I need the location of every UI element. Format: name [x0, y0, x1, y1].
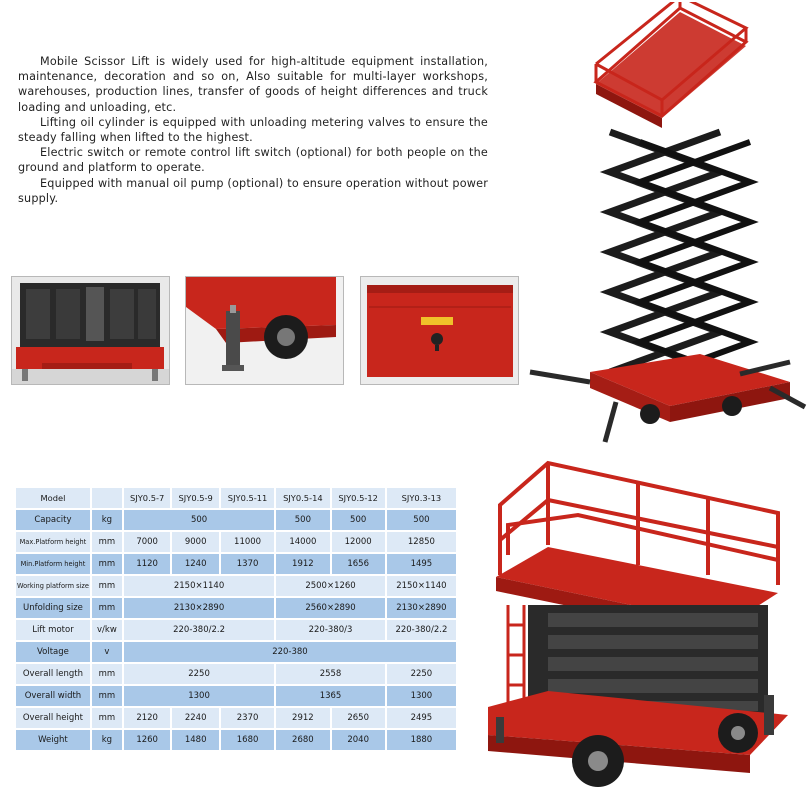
description-paragraph-3: Electric switch or remote control lift switch (optional) for both people on the ground and platform to operate.: [18, 146, 488, 175]
unit-cell: kg: [92, 730, 122, 750]
value-cell: 7000: [124, 532, 171, 552]
table-row-working-size: [16, 576, 456, 596]
value-cell: 2495: [387, 708, 456, 728]
table-row-overall-width: [16, 686, 456, 706]
value-cell: 2120: [124, 708, 171, 728]
value-cell: 1260: [124, 730, 171, 750]
value-cell: 1912: [276, 554, 329, 574]
table-row-max-height: [16, 532, 456, 552]
table-row-lift-motor: [16, 620, 456, 640]
value-cell: 500: [332, 510, 385, 530]
tall-scissor-lift-image: [520, 2, 810, 452]
value-cell: 1680: [221, 730, 274, 750]
value-cell: 1300: [124, 686, 274, 706]
detail-photo-pump-unit: [11, 276, 170, 385]
table-row-overall-height: [16, 708, 456, 728]
value-cell: 9000: [172, 532, 219, 552]
value-cell: 2680: [276, 730, 329, 750]
model-cell: SJY0.5-12: [332, 488, 385, 508]
row-label: Max.Platform height: [16, 532, 90, 552]
table-row-unfolding-size: [16, 598, 456, 618]
value-cell: 220-380: [124, 642, 456, 662]
value-cell: 14000: [276, 532, 329, 552]
unit-cell: v/kw: [92, 620, 122, 640]
value-cell: 1495: [387, 554, 456, 574]
value-cell: 2240: [172, 708, 219, 728]
value-cell: 1120: [124, 554, 171, 574]
value-cell: 2500×1260: [276, 576, 385, 596]
detail-photo-wheel-outrigger: [185, 276, 344, 385]
specification-table: [14, 486, 458, 752]
value-cell: 2250: [124, 664, 274, 684]
value-cell: 1370: [221, 554, 274, 574]
value-cell: 1880: [387, 730, 456, 750]
unit-cell: kg: [92, 510, 122, 530]
value-cell: 2040: [332, 730, 385, 750]
description-paragraph-2: Lifting oil cylinder is equipped with unloading metering valves to ensure the steady falling when lifted to the highest.: [18, 115, 488, 145]
row-label: Working platform size: [16, 576, 90, 596]
row-label: Overall width: [16, 686, 90, 706]
value-cell: 2558: [276, 664, 385, 684]
unit-cell: [92, 488, 122, 508]
value-cell: 2130×2890: [124, 598, 274, 618]
row-label: Model: [16, 488, 90, 508]
unit-cell: mm: [92, 576, 122, 596]
unit-cell: mm: [92, 708, 122, 728]
value-cell: 2560×2890: [276, 598, 385, 618]
value-cell: 1365: [276, 686, 385, 706]
value-cell: 2150×1140: [387, 576, 456, 596]
value-cell: 220-380/3: [276, 620, 385, 640]
description-paragraph-1: Mobile Scissor Lift is widely used for high-altitude equipment installation, maintenance, decoration and so on, Also suitable for multi-layer workshops, warehouses, production lines, transfer of goods of height differences and truck loading and unloading, etc.: [18, 55, 488, 114]
table-header-row: [16, 488, 456, 508]
unit-cell: mm: [92, 532, 122, 552]
value-cell: 2370: [221, 708, 274, 728]
unit-cell: v: [92, 642, 122, 662]
table-row-overall-length: [16, 664, 456, 684]
row-label: Lift motor: [16, 620, 90, 640]
value-cell: 500: [387, 510, 456, 530]
unit-cell: mm: [92, 664, 122, 684]
detail-photo-control-box: [360, 276, 519, 385]
model-cell: SJY0.5-9: [172, 488, 219, 508]
value-cell: 1656: [332, 554, 385, 574]
table-row-weight: [16, 730, 456, 750]
row-label: Overall height: [16, 708, 90, 728]
table-row-voltage: [16, 642, 456, 662]
value-cell: 2150×1140: [124, 576, 274, 596]
value-cell: 12000: [332, 532, 385, 552]
row-label: Capacity: [16, 510, 90, 530]
value-cell: 500: [124, 510, 274, 530]
model-cell: SJY0.3-13: [387, 488, 456, 508]
table-row-capacity: [16, 510, 456, 530]
model-cell: SJY0.5-7: [124, 488, 171, 508]
row-label: Overall length: [16, 664, 90, 684]
table-row-min-height: [16, 554, 456, 574]
unit-cell: mm: [92, 686, 122, 706]
value-cell: 220-380/2.2: [124, 620, 274, 640]
row-label: Min.Platform height: [16, 554, 90, 574]
value-cell: 1300: [387, 686, 456, 706]
row-label: Voltage: [16, 642, 90, 662]
unit-cell: mm: [92, 598, 122, 618]
value-cell: 12850: [387, 532, 456, 552]
product-description: [18, 54, 488, 206]
value-cell: 500: [276, 510, 329, 530]
value-cell: 2912: [276, 708, 329, 728]
row-label: Weight: [16, 730, 90, 750]
value-cell: 2650: [332, 708, 385, 728]
model-cell: SJY0.5-14: [276, 488, 329, 508]
value-cell: 2250: [387, 664, 456, 684]
unit-cell: mm: [92, 554, 122, 574]
compact-scissor-lift-image: [488, 455, 810, 800]
model-cell: SJY0.5-11: [221, 488, 274, 508]
value-cell: 2130×2890: [387, 598, 456, 618]
value-cell: 1240: [172, 554, 219, 574]
value-cell: 11000: [221, 532, 274, 552]
description-paragraph-4: Equipped with manual oil pump (optional) to ensure operation without power supply.: [18, 176, 488, 205]
value-cell: 220-380/2.2: [387, 620, 456, 640]
row-label: Unfolding size: [16, 598, 90, 618]
value-cell: 1480: [172, 730, 219, 750]
